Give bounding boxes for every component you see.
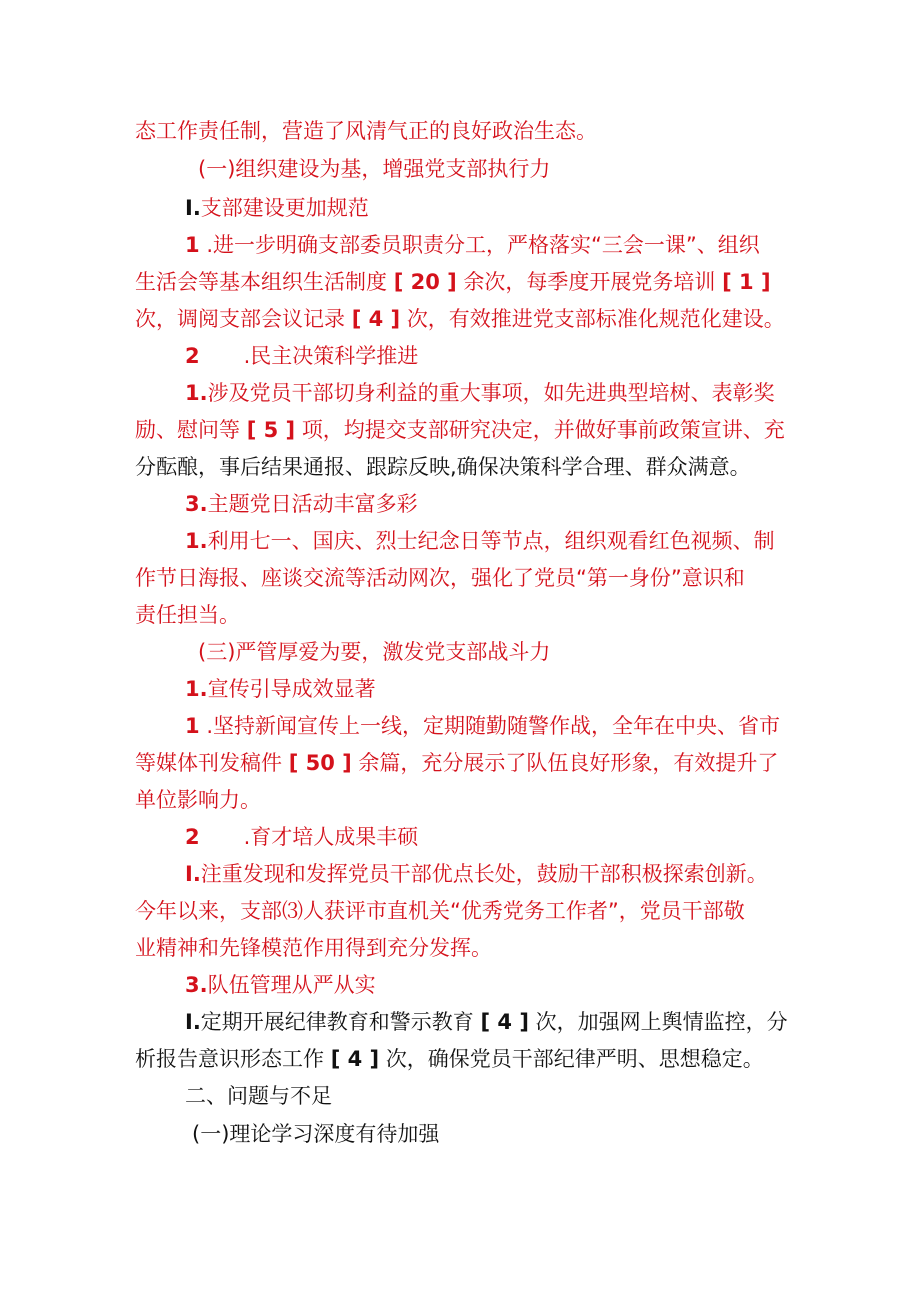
item-number: 1. — [185, 677, 208, 701]
bracket-value: [ 50 ] — [288, 751, 352, 775]
paragraph-line — [135, 305, 795, 333]
heading-text: 支部建设更加规范 — [200, 196, 369, 220]
line-text: 单位影响力。 — [135, 788, 261, 812]
heading-text: (一)组织建设为基，增强党支部执行力 — [198, 157, 551, 181]
line-text: 利用七一、国庆、烈士纪念日等节点，组织观看红色视频、制 — [207, 529, 775, 553]
line-text: 生活会等基本组织生活制度 — [135, 270, 387, 294]
line-text: 次，确保党员干部纪律严明、思想稳定。 — [385, 1047, 764, 1071]
item-number: 3. — [185, 492, 208, 516]
item-number: I. — [185, 862, 201, 886]
heading-text: (一)理论学习深度有待加强 — [192, 1122, 440, 1146]
item-number: I. — [185, 196, 201, 220]
section-heading — [185, 1082, 845, 1110]
paragraph-line — [135, 786, 795, 814]
line-text: 等媒体刊发稿件 — [135, 751, 282, 775]
line-text: 项，均提交支部研究决定，并做好事前政策宣讲、充 — [301, 418, 785, 442]
bracket-value: [ 20 ] — [393, 270, 457, 294]
section-heading — [198, 638, 858, 666]
line-text: 励、慰问等 — [135, 418, 240, 442]
sub-heading — [185, 490, 845, 518]
line-text: 注重发现和发挥党员干部优点长处，鼓励干部积极探索创新。 — [200, 862, 768, 886]
line-text: 次，有效推进党支部标准化规范化建设。 — [406, 307, 785, 331]
paragraph-line — [135, 1045, 795, 1073]
paragraph-line — [185, 1008, 845, 1036]
sub-heading — [185, 194, 845, 222]
item-number: I. — [185, 1010, 201, 1034]
bracket-value: [ 5 ] — [246, 418, 296, 442]
line-text: 今年以来，支部⑶人获评市直机关“优秀党务工作者”，党员干部敬 — [135, 899, 745, 923]
line-text: 涉及党员干部切身利益的重大事项，如先进典型培树、表彰奖 — [207, 381, 775, 405]
line-text: 作节日海报、座谈交流等活动网次，强化了党员“第一身份”意识和 — [135, 566, 745, 590]
section-heading — [192, 1120, 852, 1148]
item-number: 3. — [185, 973, 208, 997]
bracket-value: [ 4 ] — [480, 1010, 529, 1034]
item-number: 2 — [185, 344, 200, 368]
heading-text: .育才培人成果丰硕 — [243, 825, 419, 849]
line-text: 态工作责任制，营造了风清气正的良好政治生态。 — [135, 119, 597, 143]
item-number: 1 — [185, 233, 200, 257]
line-text: 析报告意识形态工作 — [135, 1047, 324, 1071]
sub-heading — [185, 342, 845, 370]
heading-text: 二、问题与不足 — [185, 1084, 332, 1108]
paragraph-line — [185, 527, 845, 555]
line-text: 余次，每季度开展党务培训 — [463, 270, 716, 294]
paragraph-line — [135, 897, 795, 925]
paragraph-line — [135, 749, 795, 777]
paragraph-line — [135, 117, 795, 145]
heading-text: 主题党日活动丰富多彩 — [207, 492, 418, 516]
line-text: 次，调阅支部会议记录 — [135, 307, 345, 331]
line-text: .坚持新闻宣传上一线，定期随勤随警作战，全年在中央、省市 — [206, 714, 780, 738]
heading-text: 宣传引导成效显著 — [207, 677, 376, 701]
paragraph-line — [185, 379, 845, 407]
paragraph-line — [135, 416, 795, 444]
item-number: 1. — [185, 529, 208, 553]
sub-heading — [185, 971, 845, 999]
sub-heading — [185, 823, 845, 851]
heading-text: .民主决策科学推进 — [243, 344, 419, 368]
item-number: 2 — [185, 825, 200, 849]
line-text: 定期开展纪律教育和警示教育 — [200, 1010, 474, 1034]
paragraph-line — [185, 712, 845, 740]
section-heading — [198, 155, 858, 183]
line-text: 次，加强网上舆情监控，分 — [535, 1010, 788, 1034]
paragraph-line — [135, 453, 795, 481]
paragraph-line — [135, 268, 795, 296]
paragraph-line — [135, 934, 795, 962]
line-text: 分酝酿，事后结果通报、跟踪反映,确保决策科学合理、群众满意。 — [135, 455, 751, 479]
heading-text: (三)严管厚爱为要，激发党支部战斗力 — [198, 640, 551, 664]
paragraph-line — [135, 601, 795, 629]
line-text: 业精神和先锋模范作用得到充分发挥。 — [135, 936, 492, 960]
line-text: 责任担当。 — [135, 603, 240, 627]
line-text: 余篇，充分展示了队伍良好形象，有效提升了 — [358, 751, 779, 775]
item-number: 1. — [185, 381, 208, 405]
paragraph-line — [185, 231, 845, 259]
paragraph-line — [185, 860, 845, 888]
paragraph-line — [135, 564, 795, 592]
bracket-value: [ 4 ] — [351, 307, 401, 331]
item-number: 1 — [185, 714, 200, 738]
heading-text: 队伍管理从严从实 — [207, 973, 376, 997]
line-text: .进一步明确支部委员职责分工，严格落实“三会一课”、组织 — [206, 233, 760, 257]
sub-heading — [185, 675, 845, 703]
bracket-value: [ 1 ] — [722, 270, 771, 294]
bracket-value: [ 4 ] — [330, 1047, 380, 1071]
